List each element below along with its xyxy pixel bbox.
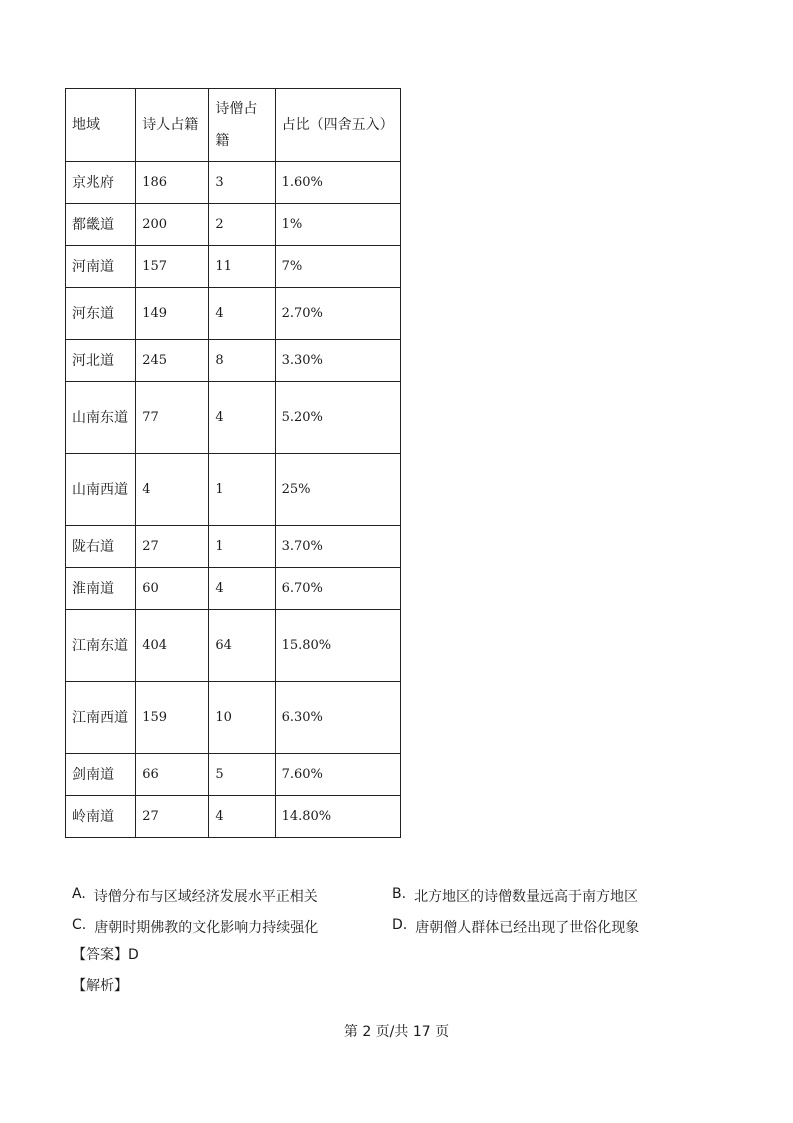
- cell-monk-poets: 4: [209, 382, 275, 454]
- option-c-label: C.: [72, 916, 87, 933]
- table-row: [66, 288, 401, 340]
- cell-monk-poets: 2: [209, 204, 275, 246]
- options-row-1: [72, 880, 712, 911]
- cell-poets: 66: [136, 754, 209, 796]
- cell-region: 淮南道: [66, 568, 136, 610]
- cell-poets: 77: [136, 382, 209, 454]
- cell-ratio: 6.70%: [275, 568, 400, 610]
- option-d: [392, 917, 712, 937]
- cell-poets: 27: [136, 526, 209, 568]
- cell-ratio: 14.80%: [275, 796, 400, 838]
- data-table: [65, 88, 401, 838]
- header-ratio: 占比（四舍五入）: [275, 89, 400, 162]
- cell-monk-poets: 64: [209, 610, 275, 682]
- cell-region: 河北道: [66, 340, 136, 382]
- answer-label: 【答案】: [72, 947, 128, 963]
- analysis-line: [72, 975, 128, 995]
- cell-ratio: 5.20%: [275, 382, 400, 454]
- answer-options: [72, 880, 712, 942]
- cell-ratio: 3.70%: [275, 526, 400, 568]
- cell-poets: 200: [136, 204, 209, 246]
- option-d-label: D.: [392, 916, 408, 933]
- cell-monk-poets: 11: [209, 246, 275, 288]
- table-row: [66, 454, 401, 526]
- cell-monk-poets: 8: [209, 340, 275, 382]
- cell-monk-poets: 3: [209, 162, 275, 204]
- table-row: [66, 682, 401, 754]
- cell-region: 江南东道: [66, 610, 136, 682]
- table-row: [66, 526, 401, 568]
- option-a-text: 诗僧分布与区域经济发展水平正相关: [93, 888, 318, 905]
- cell-ratio: 3.30%: [275, 340, 400, 382]
- cell-region: 剑南道: [66, 754, 136, 796]
- cell-region: 都畿道: [66, 204, 136, 246]
- cell-monk-poets: 5: [209, 754, 275, 796]
- cell-ratio: 7%: [275, 246, 400, 288]
- cell-monk-poets: 10: [209, 682, 275, 754]
- cell-region: 河南道: [66, 246, 136, 288]
- cell-ratio: 15.80%: [275, 610, 400, 682]
- header-region: 地域: [66, 89, 136, 162]
- table-row: [66, 340, 401, 382]
- option-a: [72, 886, 392, 906]
- cell-region: 陇右道: [66, 526, 136, 568]
- cell-region: 河东道: [66, 288, 136, 340]
- option-b: [392, 886, 712, 906]
- table-row: [66, 382, 401, 454]
- cell-monk-poets: 4: [209, 796, 275, 838]
- cell-region: 京兆府: [66, 162, 136, 204]
- header-monk-poets: 诗僧占籍: [209, 89, 275, 162]
- cell-ratio: 6.30%: [275, 682, 400, 754]
- table-row: [66, 754, 401, 796]
- header-poets: 诗人占籍: [136, 89, 209, 162]
- cell-region: 岭南道: [66, 796, 136, 838]
- cell-poets: 149: [136, 288, 209, 340]
- analysis-label: 【解析】: [72, 978, 128, 994]
- option-a-label: A.: [72, 885, 86, 902]
- cell-poets: 245: [136, 340, 209, 382]
- option-c: [72, 917, 392, 937]
- answer-value: D: [128, 947, 139, 963]
- cell-poets: 157: [136, 246, 209, 288]
- cell-monk-poets: 4: [209, 568, 275, 610]
- answer-line: [72, 944, 139, 964]
- cell-poets: 186: [136, 162, 209, 204]
- cell-ratio: 2.70%: [275, 288, 400, 340]
- cell-poets: 159: [136, 682, 209, 754]
- option-b-text: 北方地区的诗僧数量远高于南方地区: [414, 888, 639, 905]
- page-footer: 第 2 页/共 17 页: [343, 1024, 450, 1040]
- table-row: [66, 162, 401, 204]
- options-row-2: [72, 911, 712, 942]
- cell-poets: 404: [136, 610, 209, 682]
- cell-ratio: 25%: [275, 454, 400, 526]
- cell-poets: 60: [136, 568, 209, 610]
- option-c-text: 唐朝时期佛教的文化影响力持续强化: [94, 919, 319, 936]
- table-row: [66, 610, 401, 682]
- cell-ratio: 7.60%: [275, 754, 400, 796]
- cell-ratio: 1.60%: [275, 162, 400, 204]
- cell-monk-poets: 1: [209, 454, 275, 526]
- cell-region: 山南东道: [66, 382, 136, 454]
- option-b-label: B.: [392, 885, 407, 902]
- cell-poets: 27: [136, 796, 209, 838]
- cell-region: 山南西道: [66, 454, 136, 526]
- cell-monk-poets: 4: [209, 288, 275, 340]
- cell-poets: 4: [136, 454, 209, 526]
- cell-ratio: 1%: [275, 204, 400, 246]
- table-row: [66, 796, 401, 838]
- table-header-row: [66, 89, 401, 162]
- table-row: [66, 568, 401, 610]
- table-row: [66, 246, 401, 288]
- table-row: [66, 204, 401, 246]
- cell-region: 江南西道: [66, 682, 136, 754]
- option-d-text: 唐朝僧人群体已经出现了世俗化现象: [415, 919, 640, 936]
- cell-monk-poets: 1: [209, 526, 275, 568]
